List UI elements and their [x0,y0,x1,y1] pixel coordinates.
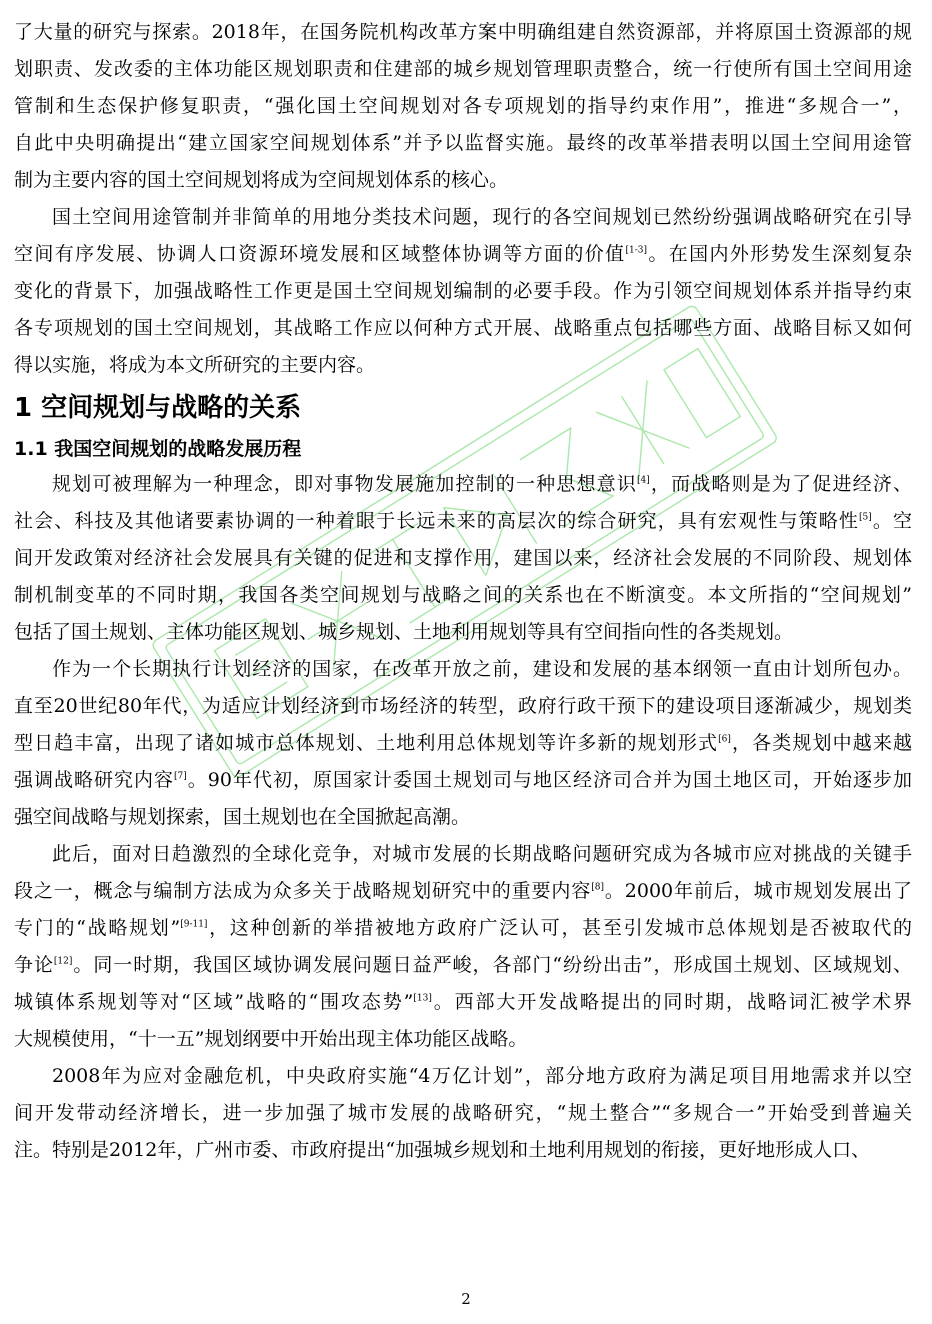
text-line: 间开发政策对经济社会发展具有关键的促进和支撑作用，建国以来，经济社会发展的不同阶段、规划体 [14,547,912,569]
text-line: 作为一个长期执行计划经济的国家，在改革开放之前，建设和发展的基本纲领一直由计划所包办。 [52,658,912,680]
text-segment: 段之一，概念与编制方法成为众多关于战略规划研究中的重要内容 [14,880,592,902]
text-line [14,947,912,984]
paragraph [14,14,912,199]
text-line: 2008年为应对金融危机，中央政府实施“4万亿计划”，部分地方政府为满足项目用地需求并以空 [52,1065,912,1087]
text-segment: ，而战略则是为了促进经济、 [649,473,912,495]
citation-reference: [6] [718,734,731,745]
text-line: 自此中央明确提出“建立国家空间规划体系”并予以监督实施。最终的改革举措表明以国土空间用途管 [14,132,912,154]
text-line [14,873,912,910]
text-segment: 争论 [14,954,54,976]
text-segment: 。在国内外形势发生深刻复杂 [647,243,912,265]
text-segment: 。西部大开发战略提出的同时期，战略词汇被学术界 [431,991,912,1013]
citation-reference: [9-11] [180,919,208,930]
citation-reference: [7] [174,771,187,782]
text-line: 间开发带动经济增长，进一步加强了城市发展的战略研究，“规土整合”“多规合一”开始受到普遍关 [14,1102,912,1124]
text-segment: 城镇体系规划等对“区域”战略的“围攻态势” [14,991,414,1013]
paragraph [14,1058,912,1169]
text-segment: 。90年代初，原国家计委国土规划司与地区经济司合并为国土地区司，开始逐步加 [186,769,912,791]
citation-reference: [4] [637,475,650,486]
text-line: 得以实施，将成为本文所研究的主要内容。 [14,354,376,376]
text-line: 强空间战略与规划探索，国土规划也在全国掀起高潮。 [14,806,471,828]
text-line: 直至20世纪80年代，为适应计划经济到市场经济的转型，政府行政干预下的建设项目逐渐减少，规划类 [14,695,912,717]
text-segment: 专门的“战略规划” [14,917,181,939]
paragraph [14,836,912,1058]
citation-reference: [8] [591,882,604,893]
citation-reference: [5] [858,512,872,523]
text-line [14,910,912,947]
text-line: 了大量的研究与探索。2018年，在国务院机构改革方案中明确组建自然资源部，并将原国土资源部的规 [14,21,912,43]
text-line: 大规模使用，“十一五”规划纲要中开始出现主体功能区战略。 [14,1028,528,1050]
document-body [14,14,912,1169]
page-number: 2 [461,1290,471,1308]
paragraph [14,651,912,836]
text-line [14,984,912,1021]
subsection-heading: 1.1 我国空间规划的战略发展历程 [14,438,302,460]
section-heading: 1 空间规划与战略的关系 [14,393,302,423]
text-segment: ，各类规划中越来越 [730,732,912,754]
text-segment: 。空 [871,510,912,532]
text-segment: 规划可被理解为一种理念，即对事物发展施加控制的一种思想意识 [52,473,637,495]
text-segment: 型日趋丰富，出现了诸如城市总体规划、土地利用总体规划等许多新的规划形式 [14,732,719,754]
text-line: 制机制变革的不同时期，我国各类空间规划与战略之间的关系也在不断演变。本文所指的“空间规划” [14,584,912,606]
text-line: 变化的背景下，加强战略性工作更是国土空间规划编制的必要手段。作为引领空间规划体系并指导约束 [14,280,912,302]
citation-reference: [12] [53,956,73,967]
citation-reference: [13] [413,993,432,1004]
text-segment: 。2000年前后，城市规划发展出了 [603,880,912,902]
text-line: 各专项规划的国土空间规划，其战略工作应以何种方式开展、战略重点包括哪些方面、战略目标又如何 [14,317,912,339]
text-line [14,236,912,273]
paragraph [14,466,912,651]
paragraph [14,199,912,384]
text-line: 国土空间用途管制并非简单的用地分类技术问题，现行的各空间规划已然纷纷强调战略研究在引导 [52,206,912,228]
citation-reference: [1-3] [625,245,647,256]
text-segment: 空间有序发展、协调人口资源环境发展和区域整体协调等方面的价值 [14,243,626,265]
text-line: 包括了国土规划、主体功能区规划、城乡规划、土地利用规划等具有空间指向性的各类规划。 [14,621,794,643]
text-segment: 社会、科技及其他诸要素协调的一种着眼于长远未来的高层次的综合研究，具有宏观性与策略性 [14,510,859,532]
text-line [14,762,912,799]
text-line [14,466,912,503]
text-line: 管制和生态保护修复职责，“强化国土空间规划对各专项规划的指导约束作用”，推进“多规合一”， [14,95,912,117]
text-line: 此后，面对日趋激烈的全球化竞争，对城市发展的长期战略问题研究成为各城市应对挑战的关键手 [52,843,912,865]
text-line: 注。特别是2012年，广州市委、市政府提出“加强城乡规划和土地利用规划的衔接，更好地形成人口、 [14,1139,871,1161]
text-segment: 强调战略研究内容 [14,769,175,791]
text-line [14,725,912,762]
text-line [14,503,912,540]
text-line: 划职责、发改委的主体功能区规划职责和住建部的城乡规划管理职责整合，统一行使所有国土空间用途 [14,58,912,80]
text-segment: 。同一时期，我国区域协调发展问题日益严峻，各部门“纷纷出击”，形成国土规划、区域规划、 [72,954,912,976]
text-segment: ，这种创新的举措被地方政府广泛认可，甚至引发城市总体规划是否被取代的 [207,917,912,939]
text-line: 制为主要内容的国土空间规划将成为空间规划体系的核心。 [14,169,509,191]
